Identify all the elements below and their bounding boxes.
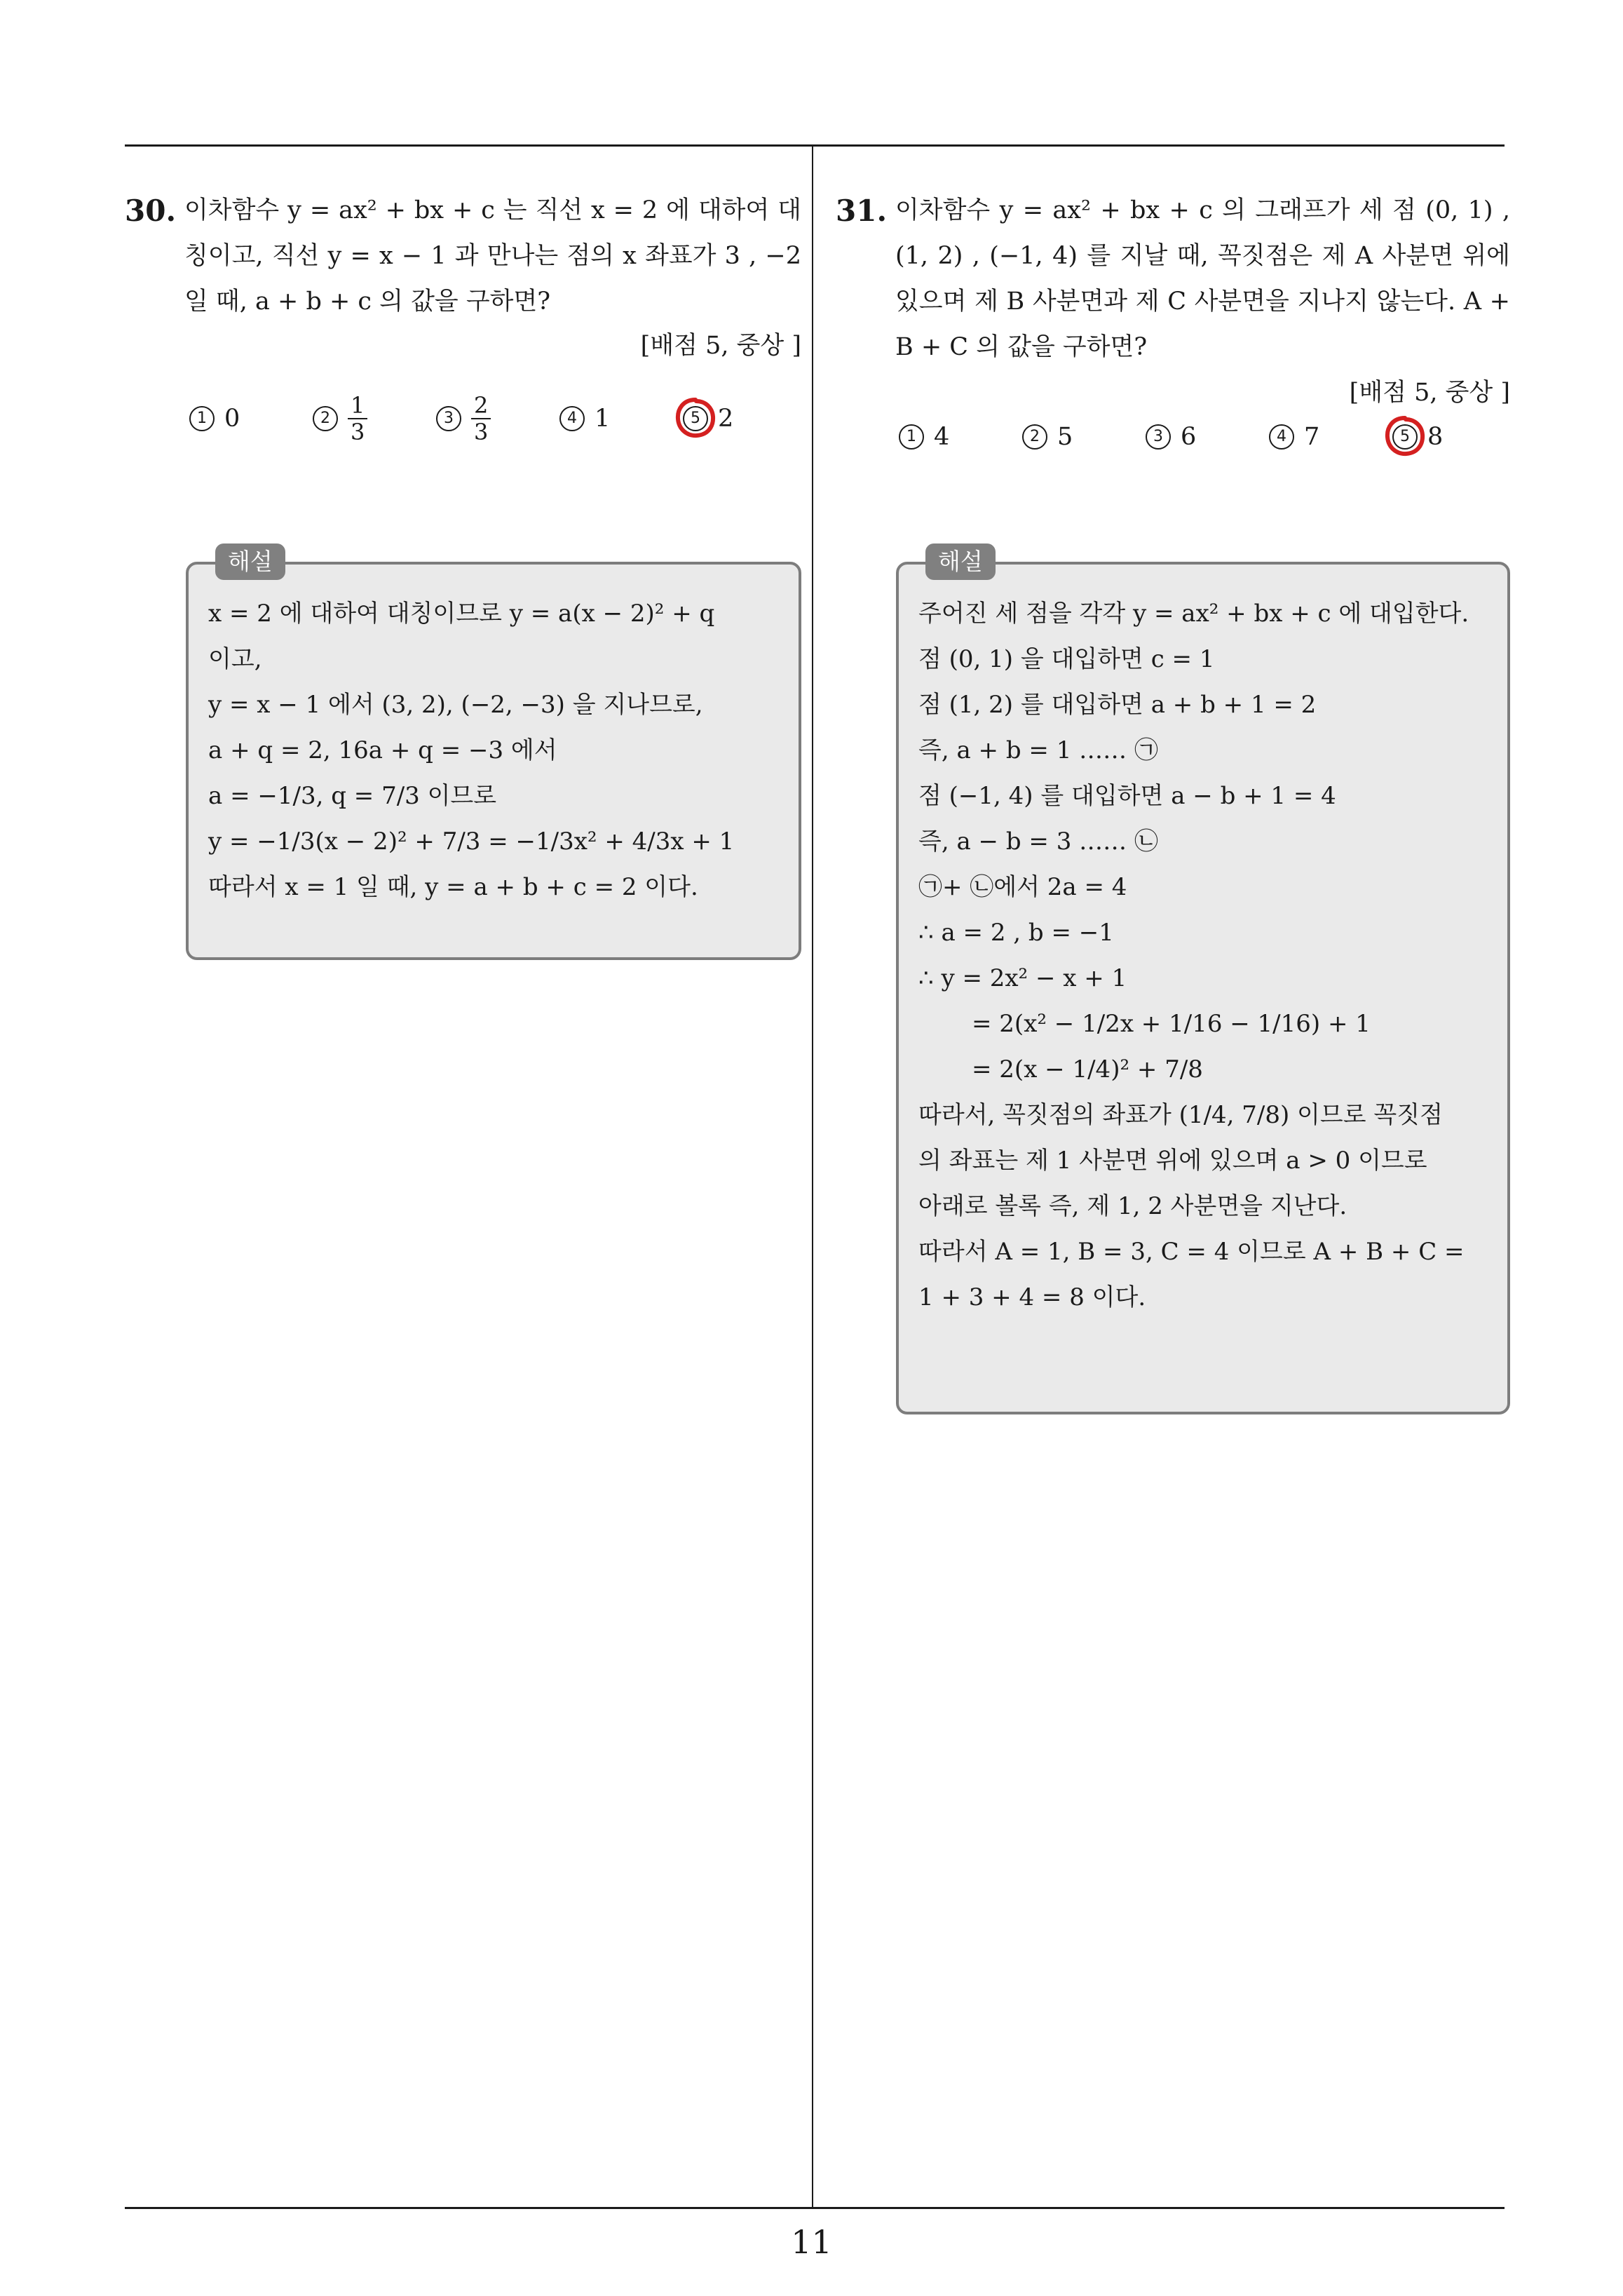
choice-number: 2 xyxy=(1022,424,1047,450)
choice-label: 1 xyxy=(595,405,611,433)
explanation-line: ㉠+ ㉡에서 2a = 4 xyxy=(918,873,1127,901)
explanation-line: ∴ a = 2 , b = −1 xyxy=(918,919,1114,947)
fraction: $\frac{2}{3}$ xyxy=(471,393,491,445)
explanation-line: 의 좌표는 제 1 사분면 위에 있으며 a > 0 이므로 xyxy=(918,1147,1427,1175)
choices-31 xyxy=(899,412,1516,461)
choice-number: 2 xyxy=(313,406,338,431)
question-31 xyxy=(836,188,1519,416)
choice-5[interactable] xyxy=(683,394,806,443)
choice-number: 4 xyxy=(1269,424,1294,450)
explanation-line: = 2(x − 1/4)² + 7/8 xyxy=(972,1055,1203,1083)
choice-2[interactable] xyxy=(313,394,436,443)
choices-30 xyxy=(189,394,806,443)
top-rule xyxy=(125,144,1505,147)
choice-number: 5 xyxy=(683,406,708,431)
choice-number: 4 xyxy=(559,406,585,431)
explanation-line: a + q = 2, 16a + q = −3 에서 xyxy=(208,736,557,764)
question-text: 이차함수 y = ax² + bx + c 는 직선 x = 2 에 대하여 대칭이고, 직선 y = x − 1 과 만나는 점의 x 좌표가 3 , −2 일 때, a + b + c 의 값을 구하면? xyxy=(184,196,810,316)
choice-label: 5 xyxy=(1057,423,1073,451)
choice-number: 5 xyxy=(1392,424,1418,450)
question-30 xyxy=(125,188,810,369)
choice-4[interactable] xyxy=(1269,412,1392,461)
explanation-line: 점 (0, 1) 을 대입하면 c = 1 xyxy=(918,645,1215,673)
explanation-line: 주어진 세 점을 각각 y = ax² + bx + c 에 대입한다. xyxy=(918,600,1469,628)
explanation-line: 점 (−1, 4) 를 대입하면 a − b + 1 = 4 xyxy=(918,782,1336,810)
explanation-line: = 2(x² − 1/2x + 1/16 − 1/16) + 1 xyxy=(972,1010,1371,1038)
choice-number: 1 xyxy=(899,424,924,450)
choice-1[interactable] xyxy=(189,394,313,443)
choice-3[interactable] xyxy=(436,394,559,443)
explanation-box-31 xyxy=(896,548,1510,1414)
choice-1[interactable] xyxy=(899,412,1022,461)
choice-label: 4 xyxy=(934,423,950,451)
explanation-line: x = 2 에 대하여 대칭이므로 y = a(x − 2)² + q xyxy=(208,600,715,628)
explanation-line: 즉, a − b = 3 …… ㉡ xyxy=(918,828,1158,856)
choice-label: 2 xyxy=(718,405,734,433)
explanation-line: y = −1/3(x − 2)² + 7/3 = −1/3x² + 4/3x + 1 xyxy=(208,828,735,856)
explanation-line: 점 (1, 2) 를 대입하면 a + b + 1 = 2 xyxy=(918,691,1317,719)
explanation-line: 1 + 3 + 4 = 8 이다. xyxy=(918,1283,1146,1311)
question-number: 31. xyxy=(836,194,888,228)
choice-4[interactable] xyxy=(559,394,683,443)
choice-2[interactable] xyxy=(1022,412,1146,461)
choice-label: 7 xyxy=(1304,423,1320,451)
choice-label: 8 xyxy=(1427,423,1444,451)
answer-circle-icon xyxy=(673,396,718,440)
question-number: 30. xyxy=(125,194,177,228)
choice-label: 0 xyxy=(224,405,240,433)
explanation-line: 따라서, 꼭짓점의 좌표가 (1/4, 7/8) 이므로 꼭짓점 xyxy=(918,1101,1443,1129)
choice-number: 3 xyxy=(436,406,461,431)
explanation-line: y = x − 1 에서 (3, 2), (−2, −3) 을 지나므로, xyxy=(208,691,703,719)
bottom-rule xyxy=(125,2207,1505,2209)
question-meta: [배점 5, 중상 ] xyxy=(1349,379,1510,407)
explanation-line: 따라서 A = 1, B = 3, C = 4 이므로 A + B + C = xyxy=(918,1238,1465,1266)
explanation-line: a = −1/3, q = 7/3 이므로 xyxy=(208,782,497,810)
answer-circle-icon xyxy=(1383,414,1427,459)
fraction: $\frac{1}{3}$ xyxy=(348,393,367,445)
explanation-line: 이고, xyxy=(208,645,262,673)
explanation-box-30 xyxy=(186,548,801,960)
explanation-line: 즉, a + b = 1 …… ㉠ xyxy=(918,736,1158,764)
explanation-line: ∴ y = 2x² − x + 1 xyxy=(918,964,1127,992)
choice-5[interactable] xyxy=(1392,412,1516,461)
question-meta: [배점 5, 중상 ] xyxy=(640,332,801,360)
page-number: 11 xyxy=(791,2223,832,2261)
choice-number: 1 xyxy=(189,406,215,431)
choice-3[interactable] xyxy=(1146,412,1269,461)
explanation-line: 따라서 x = 1 일 때, y = a + b + c = 2 이다. xyxy=(208,873,698,901)
explanation-tag: 해설 xyxy=(925,543,996,580)
question-text: 이차함수 y = ax² + bx + c 의 그래프가 세 점 (0, 1) , (1, 2) , (−1, 4) 를 지날 때, 꼭짓점은 제 A 사분면 위에 있으며 제 B 사분면과 제 C 사분면을 지나지 않는다. A + B + C 의 값을 구하면? xyxy=(895,196,1519,361)
explanation-tag: 해설 xyxy=(215,543,285,580)
choice-label: 6 xyxy=(1181,423,1197,451)
explanation-line: 아래로 볼록 즉, 제 1, 2 사분면을 지난다. xyxy=(918,1192,1347,1220)
choice-number: 3 xyxy=(1146,424,1171,450)
column-divider xyxy=(812,144,813,2207)
